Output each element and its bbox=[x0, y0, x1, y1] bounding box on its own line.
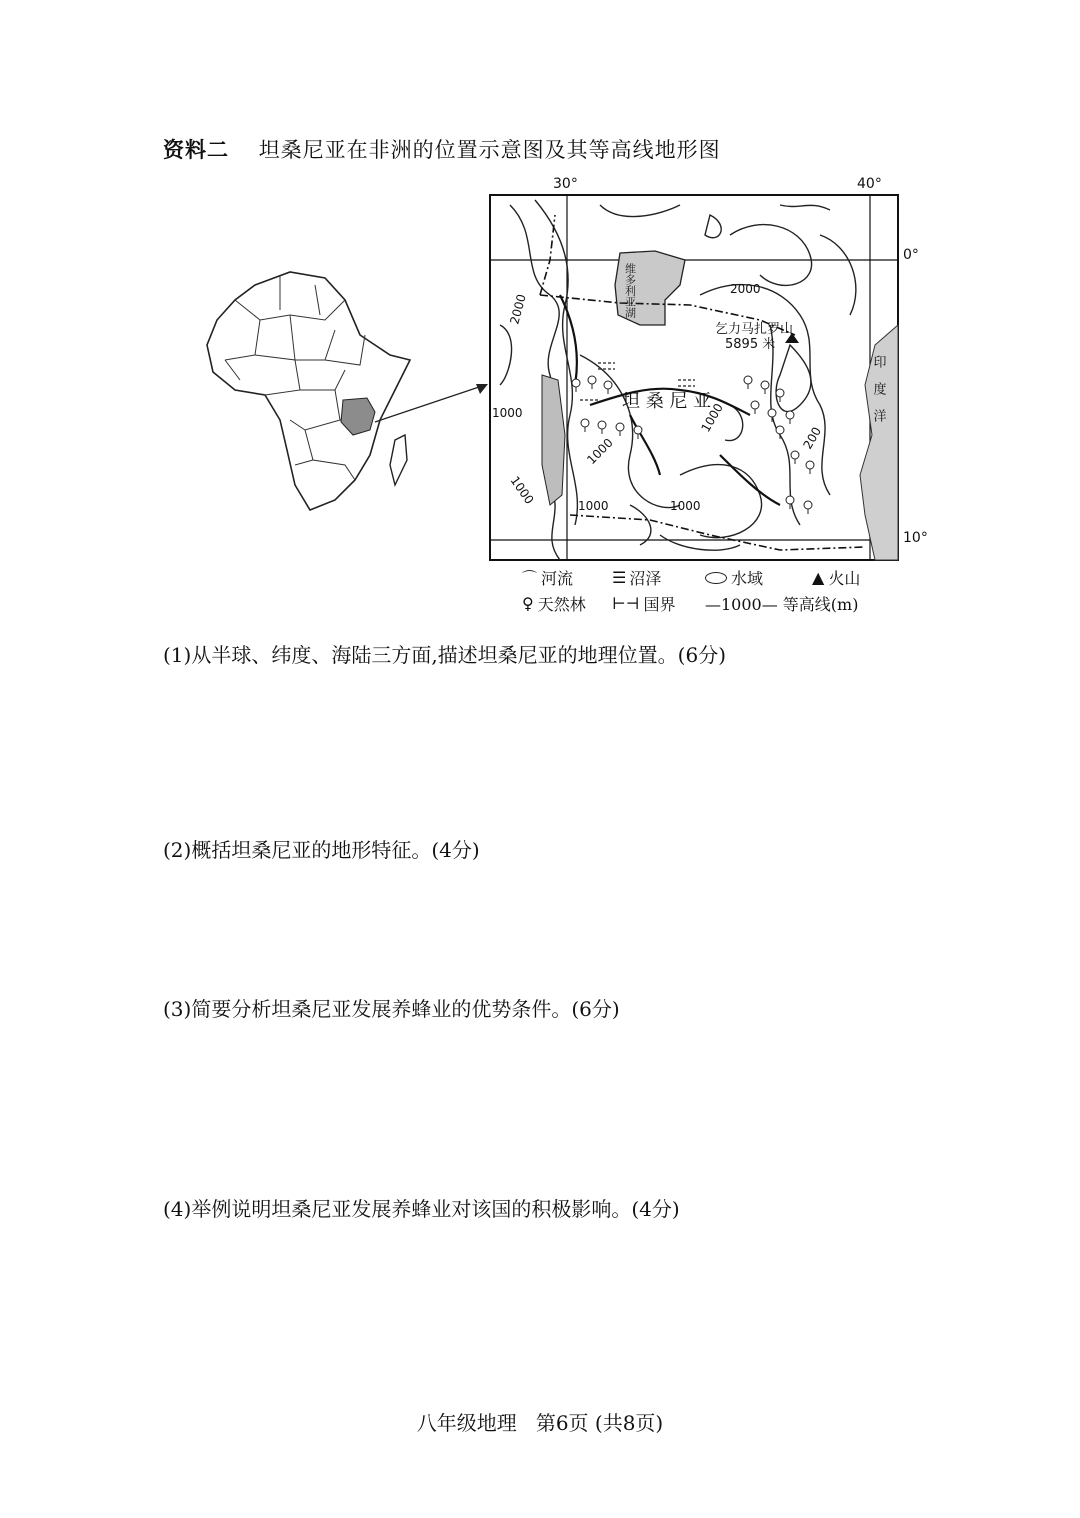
volcano-icon: ▲ bbox=[812, 568, 825, 587]
contour-label-1000-east: 1000 bbox=[698, 401, 726, 435]
legend-swamp bbox=[612, 566, 661, 589]
water-icon bbox=[705, 572, 727, 584]
section-title bbox=[163, 134, 721, 164]
contour-label-1000-south: 1000 bbox=[578, 499, 609, 513]
pointer-arrow bbox=[370, 370, 495, 430]
ocean-label: 印度洋 bbox=[870, 355, 886, 436]
river-icon: ⌒ bbox=[522, 569, 538, 587]
legend-border bbox=[612, 592, 676, 615]
contour-label-1000-rift: 1000 bbox=[584, 435, 616, 468]
legend-contour-label: —1000— 等高线(m) bbox=[705, 595, 859, 614]
forest-icon: ♀ bbox=[522, 594, 534, 613]
latitude-10-label: 10° bbox=[903, 530, 928, 546]
border-icon: ⊢⊣ bbox=[612, 594, 640, 613]
section-label: 资料二 bbox=[163, 137, 229, 162]
madagascar-outline bbox=[390, 435, 407, 485]
legend-volcano bbox=[812, 566, 860, 589]
legend-river bbox=[522, 566, 573, 589]
page-footer: 八年级地理 第6页 (共8页) bbox=[416, 1411, 664, 1435]
section-caption: 坦桑尼亚在非洲的位置示意图及其等高线地形图 bbox=[258, 138, 721, 162]
legend-volcano-label: 火山 bbox=[828, 569, 861, 588]
contour-label-1000-west: 1000 bbox=[492, 406, 523, 420]
contour-label-1000-central: 1000 bbox=[670, 499, 701, 513]
question-2: (2)概括坦桑尼亚的地形特征。(4分) bbox=[163, 838, 480, 862]
contour-label-2000-west: 2000 bbox=[507, 292, 529, 326]
longitude-30-label: 30° bbox=[553, 176, 578, 192]
country-label: 坦 桑 尼 亚 bbox=[622, 391, 712, 412]
map-legend bbox=[522, 566, 942, 616]
contour-label-2000-north: 2000 bbox=[730, 282, 761, 296]
question-3: (3)简要分析坦桑尼亚发展养蜂业的优势条件。(6分) bbox=[163, 997, 620, 1021]
legend-swamp-label: 沼泽 bbox=[629, 569, 662, 588]
lake-label: 维多利亚湖 bbox=[623, 263, 637, 318]
legend-water bbox=[705, 566, 763, 589]
contour-label-1000-southwest: 1000 bbox=[507, 473, 537, 507]
mountain-height-label: 5895 米 bbox=[725, 337, 776, 352]
mountain-name-label: 乞力马扎罗山 bbox=[715, 322, 794, 337]
question-1: (1)从半球、纬度、海陆三方面,描述坦桑尼亚的地理位置。(6分) bbox=[163, 643, 727, 667]
swamp-icon: ☰ bbox=[612, 568, 626, 587]
legend-forest-label: 天然林 bbox=[537, 595, 586, 614]
legend-forest bbox=[522, 592, 586, 615]
longitude-40-label: 40° bbox=[857, 176, 882, 192]
latitude-0-label: 0° bbox=[903, 247, 919, 263]
legend-contour bbox=[705, 592, 858, 615]
tanzania-contour-map bbox=[480, 175, 930, 565]
legend-border-label: 国界 bbox=[643, 595, 676, 614]
legend-river-label: 河流 bbox=[541, 569, 574, 588]
legend-water-label: 水域 bbox=[731, 569, 764, 588]
question-4: (4)举例说明坦桑尼亚发展养蜂业对该国的积极影响。(4分) bbox=[163, 1197, 680, 1221]
contour-label-200: 200 bbox=[800, 424, 825, 452]
